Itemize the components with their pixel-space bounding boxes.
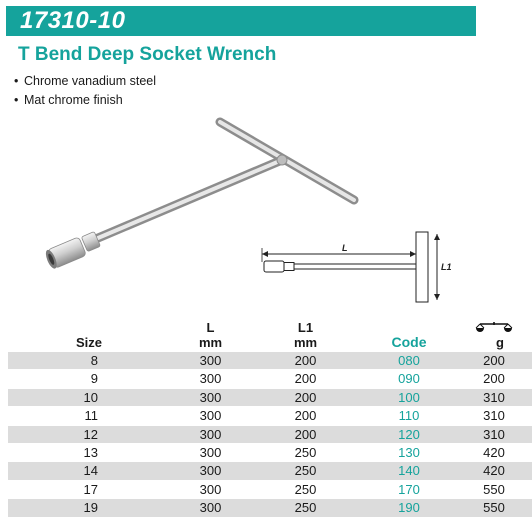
- length-label: L: [342, 243, 348, 253]
- l1-cell: 200: [249, 352, 362, 370]
- weight-cell: 310: [456, 425, 532, 443]
- table-row: [8, 480, 532, 498]
- length-cell: 300: [172, 480, 249, 498]
- code-cell: 170: [362, 480, 456, 498]
- length-cell: 300: [172, 499, 249, 517]
- spec-table-body: [8, 352, 532, 517]
- code-cell: 100: [362, 388, 456, 406]
- code-cell: 120: [362, 425, 456, 443]
- code-cell: 130: [362, 444, 456, 462]
- table-row: [8, 388, 532, 406]
- header-weight: g: [456, 312, 532, 352]
- table-row: [8, 407, 532, 425]
- spec-table: [8, 312, 532, 518]
- dimension-diagram: [256, 228, 466, 306]
- header-code: Code: [391, 334, 427, 350]
- height-label: L1: [441, 262, 452, 272]
- product-title: T Bend Deep Socket Wrench: [18, 44, 277, 65]
- l1-cell: 250: [249, 480, 362, 498]
- model-number: 17310-10: [20, 7, 126, 34]
- code-cell: 110: [362, 407, 456, 425]
- weight-cell: 550: [456, 480, 532, 498]
- size-cell: 10: [8, 388, 172, 406]
- weight-cell: 310: [456, 388, 532, 406]
- weight-cell: 200: [456, 370, 532, 388]
- feature-item: • Mat chrome finish: [14, 93, 123, 107]
- l1-cell: 200: [249, 407, 362, 425]
- size-cell: 9: [8, 370, 172, 388]
- size-cell: 11: [8, 407, 172, 425]
- table-row: [8, 370, 532, 388]
- length-cell: 300: [172, 425, 249, 443]
- weight-cell: 420: [456, 462, 532, 480]
- table-row: [8, 444, 532, 462]
- header-size: Size: [75, 335, 102, 350]
- size-cell: 12: [8, 425, 172, 443]
- l1-cell: 200: [249, 388, 362, 406]
- table-header-row: [8, 312, 532, 352]
- length-cell: 300: [172, 370, 249, 388]
- l1-cell: 200: [249, 370, 362, 388]
- header-l1: L1 mm: [293, 320, 318, 350]
- weight-cell: 200: [456, 352, 532, 370]
- size-cell: 17: [8, 480, 172, 498]
- weight-cell: 310: [456, 407, 532, 425]
- code-cell: 140: [362, 462, 456, 480]
- code-cell: 190: [362, 499, 456, 517]
- l1-cell: 200: [249, 425, 362, 443]
- header-bar: [6, 6, 476, 36]
- weight-cell: 550: [456, 499, 532, 517]
- feature-item: • Chrome vanadium steel: [14, 74, 157, 88]
- size-cell: 13: [8, 444, 172, 462]
- length-cell: 300: [172, 462, 249, 480]
- l1-cell: 250: [249, 499, 362, 517]
- l1-cell: 250: [249, 444, 362, 462]
- length-cell: 300: [172, 444, 249, 462]
- l1-cell: 250: [249, 462, 362, 480]
- feature-list: [14, 72, 156, 110]
- table-row: [8, 462, 532, 480]
- table-row: [8, 499, 532, 517]
- weight-cell: 420: [456, 444, 532, 462]
- length-cell: 300: [172, 407, 249, 425]
- header-length: L mm: [198, 320, 223, 350]
- table-row: [8, 352, 532, 370]
- size-cell: 14: [8, 462, 172, 480]
- size-cell: 19: [8, 499, 172, 517]
- size-cell: 8: [8, 352, 172, 370]
- code-cell: 090: [362, 370, 456, 388]
- table-row: [8, 425, 532, 443]
- scale-icon: [474, 321, 514, 335]
- length-cell: 300: [172, 352, 249, 370]
- code-cell: 080: [362, 352, 456, 370]
- length-cell: 300: [172, 388, 249, 406]
